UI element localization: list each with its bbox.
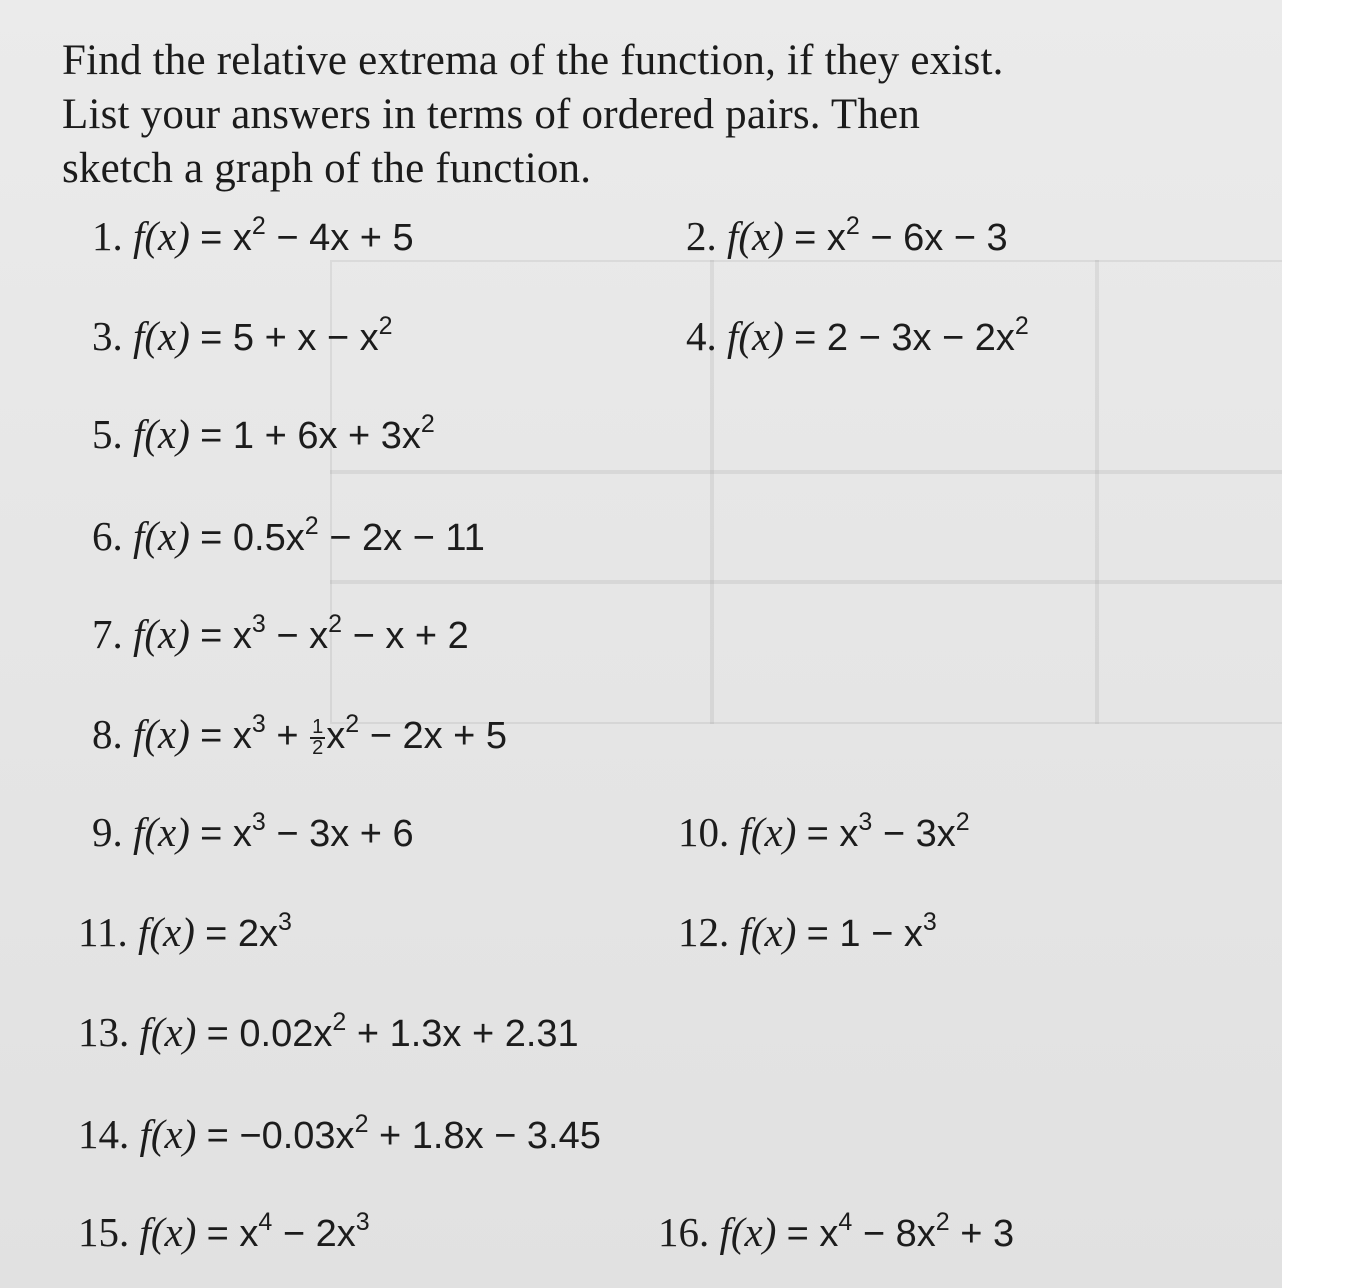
problem-6 [92,512,485,562]
function-expression: = $2 - 3x - 2x^2$ [794,312,1029,359]
exercise-instructions [62,34,1212,196]
function-expression: = $1 - x^3$ [806,908,937,955]
function-expression: = $x^2 - 6x - 3$ [794,212,1008,259]
problem-number: 15. [78,1209,130,1255]
problem-number: 8. [92,711,123,757]
function-expression: = $x^2 - 4x + 5$ [200,212,414,259]
function-name: f(x) [133,411,190,457]
function-name: f(x) [133,513,190,559]
bleed-through-rule [330,470,1282,474]
problem-14 [78,1110,601,1160]
problem-number: 11. [78,909,128,955]
instructions-line-1: Find the relative extrema of the function, if they exist. [62,37,1004,84]
problem-number: 5. [92,411,123,457]
problem-4 [686,312,1029,362]
problem-3 [92,312,393,362]
function-name: f(x) [739,909,797,955]
problem-number: 7. [92,611,123,657]
problem-number: 4. [686,313,717,359]
problem-12 [678,908,937,958]
problem-number: 2. [686,213,717,259]
function-expression: = $5 + x - x^2$ [200,312,393,359]
function-expression: = $2x^3$ [205,908,292,955]
function-expression: = $0.5x^2 - 2x - 11$ [200,512,485,559]
problem-7 [92,610,469,660]
function-name: f(x) [719,1209,777,1255]
problem-number: 14. [78,1111,130,1157]
function-expression: = $-0.03x^2 + 1.8x - 3.45$ [206,1110,601,1157]
function-name: f(x) [727,313,784,359]
function-name: f(x) [133,611,190,657]
problem-number: 12. [678,909,730,955]
problem-9 [92,808,414,858]
problem-10 [678,808,970,858]
bleed-through-divider [1095,260,1099,724]
function-name: f(x) [739,809,797,855]
function-name: f(x) [133,313,190,359]
problem-number: 16. [658,1209,710,1255]
instructions-line-2: List your answers in terms of ordered pairs. Then [62,91,921,138]
function-name: f(x) [133,711,190,757]
bleed-through-rule [330,580,1282,584]
problem-number: 10. [678,809,730,855]
function-name: f(x) [139,1009,197,1055]
problem-8 [92,710,507,760]
function-name: f(x) [139,1111,197,1157]
function-expression: = $x^3$ + $\frac{1}{2}$ $x^2 - 2x + 5$ [200,710,508,759]
function-expression: = $x^3 - x^2 - x + 2$ [200,610,469,657]
function-name: f(x) [133,809,190,855]
problem-11 [78,908,292,958]
problem-number: 1. [92,213,123,259]
problem-5 [92,410,435,460]
instructions-line-3: sketch a graph of the function. [62,145,592,192]
function-name: f(x) [727,213,784,259]
function-expression: = $1 + 6x + 3x^2$ [200,410,435,457]
function-expression: = $0.02x^2 + 1.3x + 2.31$ [206,1008,579,1055]
problem-number: 3. [92,313,123,359]
function-name: f(x) [139,1209,197,1255]
problem-15 [78,1208,370,1258]
function-expression: = $x^3 - 3x + 6$ [200,808,414,855]
function-expression: = $x^4 - 8x^2 + 3$ [786,1208,1015,1255]
fraction-one-half: $\frac{1}{2}$ [312,715,324,759]
problem-2 [686,212,1008,262]
function-name: f(x) [137,909,195,955]
problem-1 [92,212,414,262]
problem-number: 13. [78,1009,130,1055]
problem-13 [78,1008,579,1058]
function-expression: = $x^4 - 2x^3$ [206,1208,370,1255]
page-margin-strip [1282,0,1352,1288]
problem-number: 9. [92,809,123,855]
problem-number: 6. [92,513,123,559]
problem-16 [658,1208,1014,1258]
function-expression: = $x^3 - 3x^2$ [806,808,970,855]
function-name: f(x) [133,213,190,259]
